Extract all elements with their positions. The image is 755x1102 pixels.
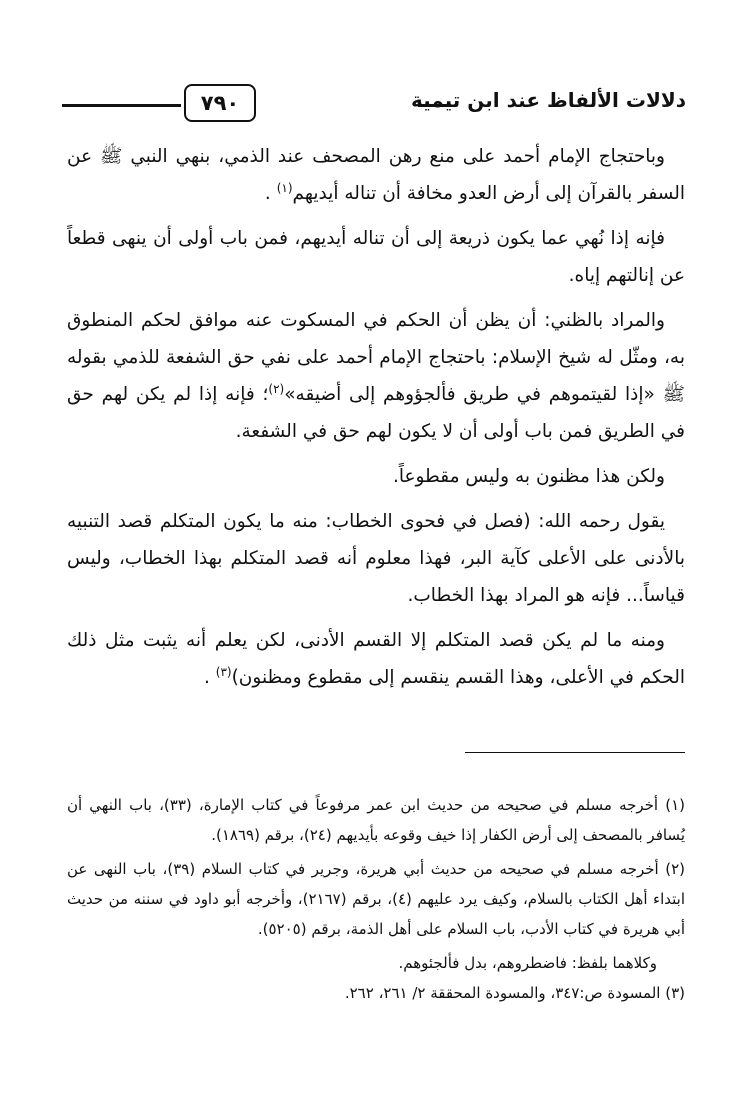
paragraph: يقول رحمه الله: (فصل في فحوى الخطاب: منه ما يكون المتكلم قصد التنبيه بالأدنى على الأعلى كآية البر، فهذا معلوم أنه قصد المتكلم بهذا الخطاب، وليس قياساً... فإنه هو المراد بهذا الخطاب. [67, 511, 685, 606]
footnote: (٣) المسودة ص:٣٤٧، والمسودة المحققة ٢/ ٢٦١، ٢٦٢. [344, 984, 685, 1002]
footnote-marker[interactable]: (٣) [215, 664, 232, 679]
paragraph: فإنه إذا نُهي عما يكون ذريعة إلى أن تناله أيديهم، فمن باب أولى أن ينهى قطعاً عن إنالتهم إياه. [67, 228, 685, 286]
footnote-separator [465, 752, 685, 753]
paragraph-text: ؛ فإنه إذا لم يكن لهم حق في الطريق فمن باب أولى أن لا يكون لهم حق في الشفعة. [67, 384, 685, 442]
footnote-continuation: وكلاهما بلفظ: فاضطروهم، بدل فألجئوهم. [398, 954, 657, 972]
footnotes [67, 790, 685, 1012]
paragraph [67, 138, 685, 212]
paragraph-text: ومنه ما لم يكن قصد المتكلم إلا القسم الأدنى، لكن يعلم أنه يثبت مثل ذلك الحكم في الأعلى، وهذا القسم ينقسم إلى مقطوع ومظنون) [67, 630, 685, 688]
footnote-marker[interactable]: (٢) [268, 381, 285, 396]
paragraph: ولكن هذا مظنون به وليس مقطوعاً. [392, 466, 665, 487]
page-header [62, 82, 686, 128]
paragraph [67, 622, 685, 696]
running-title: دلالات الألفاظ عند ابن تيمية [410, 88, 686, 112]
end-mark: . [204, 667, 216, 688]
footnote: (١) أخرجه مسلم في صحيحه من حديث ابن عمر مرفوعاً في كتاب الإمارة، (٣٣)، باب النهي أن يُسافر بالمصحف إلى أرض الكفار إذا خيف وقوعه بأيديهم (٢٤)، برقم (١٨٦٩). [67, 796, 685, 844]
paragraph-text: والمراد بالظني: أن يظن أن الحكم في المسكوت عنه موافق لحكم المنطوق به، ومثّل له شيخ الإسلام: باحتجاج الإمام أحمد على نفي حق الشفعة للذمي بقوله ﷺ «إذا لقيتموهم في طريق فألجؤوهم إلى أضيقه» [67, 310, 686, 405]
footnote-marker[interactable]: (١) [276, 180, 293, 195]
header-rule-left [62, 104, 181, 107]
paragraph [67, 302, 685, 450]
page-number: ٧٩٠ [184, 84, 256, 122]
end-mark: . [264, 183, 277, 204]
paragraph-text: وباحتجاج الإمام أحمد على منع رهن المصحف عند الذمي، بنهي النبي ﷺ عن السفر بالقرآن إلى أرض العدو مخافة أن تناله أيديهم [67, 146, 685, 204]
footnote: (٢) أخرجه مسلم في صحيحه من حديث أبي هريرة، وجرير في كتاب السلام (٣٩)، باب النهى عن ابتداء أهل الكتاب بالسلام، وكيف يرد عليهم (٤)، برقم (٢١٦٧)، وأخرجه أبو داود في سننه من حديث أبي هريرة في كتاب الأدب، باب السلام على أهل الذمة، برقم (٥٢٠٥). [67, 860, 686, 938]
main-text [67, 138, 685, 696]
